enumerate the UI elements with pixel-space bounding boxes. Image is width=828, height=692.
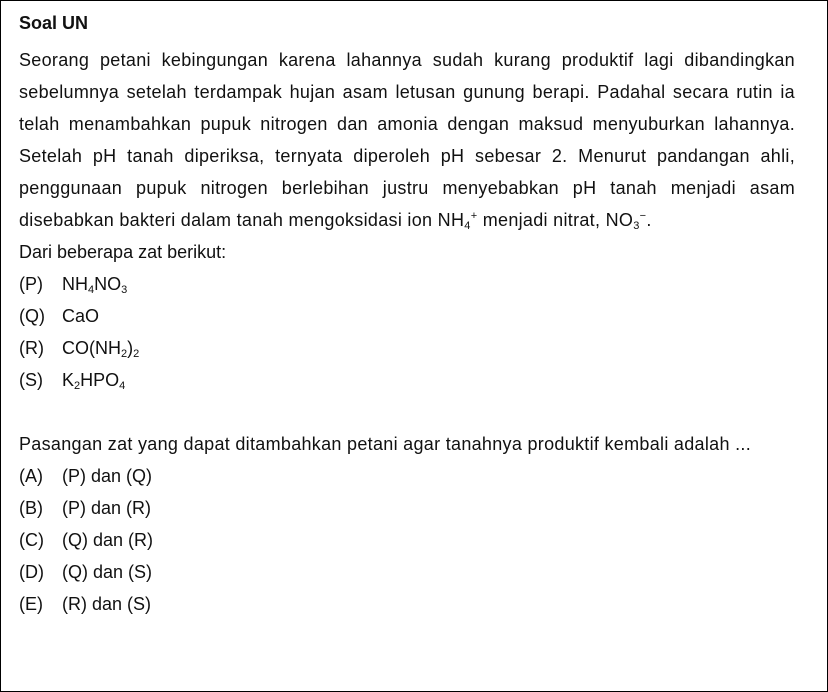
- substance-item-r: [19, 332, 795, 364]
- nitrate-ion: $NO_3^-$: [605, 210, 647, 232]
- intro-text: Seorang petani kebingungan karena lahannya sudah kurang produktif lagi dibandingkan sebelumnya setelah terdampak hujan asam letusan gunung berapi. Padahal secara rutin ia telah menambahkan pupuk nitrogen dan amonia dengan maksud menyuburkan lahannya. Setelah pH tanah diperiksa, ternyata diperoleh pH sebesar 2. Menurut pandangan ahli, penggunaan pupuk nitrogen berlebihan justru menyebabkan pH tanah menjadi asam disebabkan bakteri dalam tanah mengoksidasi ion: [19, 50, 795, 230]
- intro-paragraph: [19, 44, 795, 236]
- substance-item-p: [19, 268, 795, 300]
- option-d[interactable]: [19, 556, 795, 588]
- option-text: (Q) dan (R): [62, 530, 154, 550]
- question-text: Pasangan zat yang dapat ditambahkan petani agar tanahnya produktif kembali adalah ...: [19, 434, 751, 454]
- option-label: (C): [19, 530, 44, 550]
- question-title: Soal UN: [19, 13, 89, 33]
- intro-text-end: .: [646, 210, 652, 230]
- option-label: (E): [19, 594, 43, 614]
- substance-item-q: [19, 300, 795, 332]
- option-text: (P) dan (R): [62, 498, 152, 518]
- substance-formula: $K_2HPO_4$: [62, 370, 126, 392]
- substance-formula: $NH_4NO_3$: [62, 274, 128, 296]
- option-text: (Q) dan (S): [62, 562, 153, 582]
- option-label: (B): [19, 498, 43, 518]
- substance-item-s: [19, 364, 795, 396]
- spacer: [19, 396, 795, 428]
- list-intro: Dari beberapa zat berikut:: [19, 242, 227, 262]
- substance-label: (R): [19, 338, 44, 358]
- substance-label: (P): [19, 274, 43, 294]
- question-content: [19, 12, 795, 620]
- substance-formula: CaO: [62, 306, 100, 326]
- substance-formula: $CO(NH_2)_2$: [62, 338, 140, 360]
- option-e[interactable]: [19, 588, 795, 620]
- option-text: (R) dan (S): [62, 594, 152, 614]
- substance-label: (Q): [19, 306, 45, 326]
- intro-text-middle: menjadi nitrat,: [477, 210, 606, 230]
- option-c[interactable]: [19, 524, 795, 556]
- option-text: (P) dan (Q): [62, 466, 153, 486]
- option-label: (D): [19, 562, 44, 582]
- option-b[interactable]: [19, 492, 795, 524]
- substance-label: (S): [19, 370, 43, 390]
- option-a[interactable]: [19, 460, 795, 492]
- ammonium-ion: $NH_4^+$: [437, 210, 478, 232]
- option-label: (A): [19, 466, 43, 486]
